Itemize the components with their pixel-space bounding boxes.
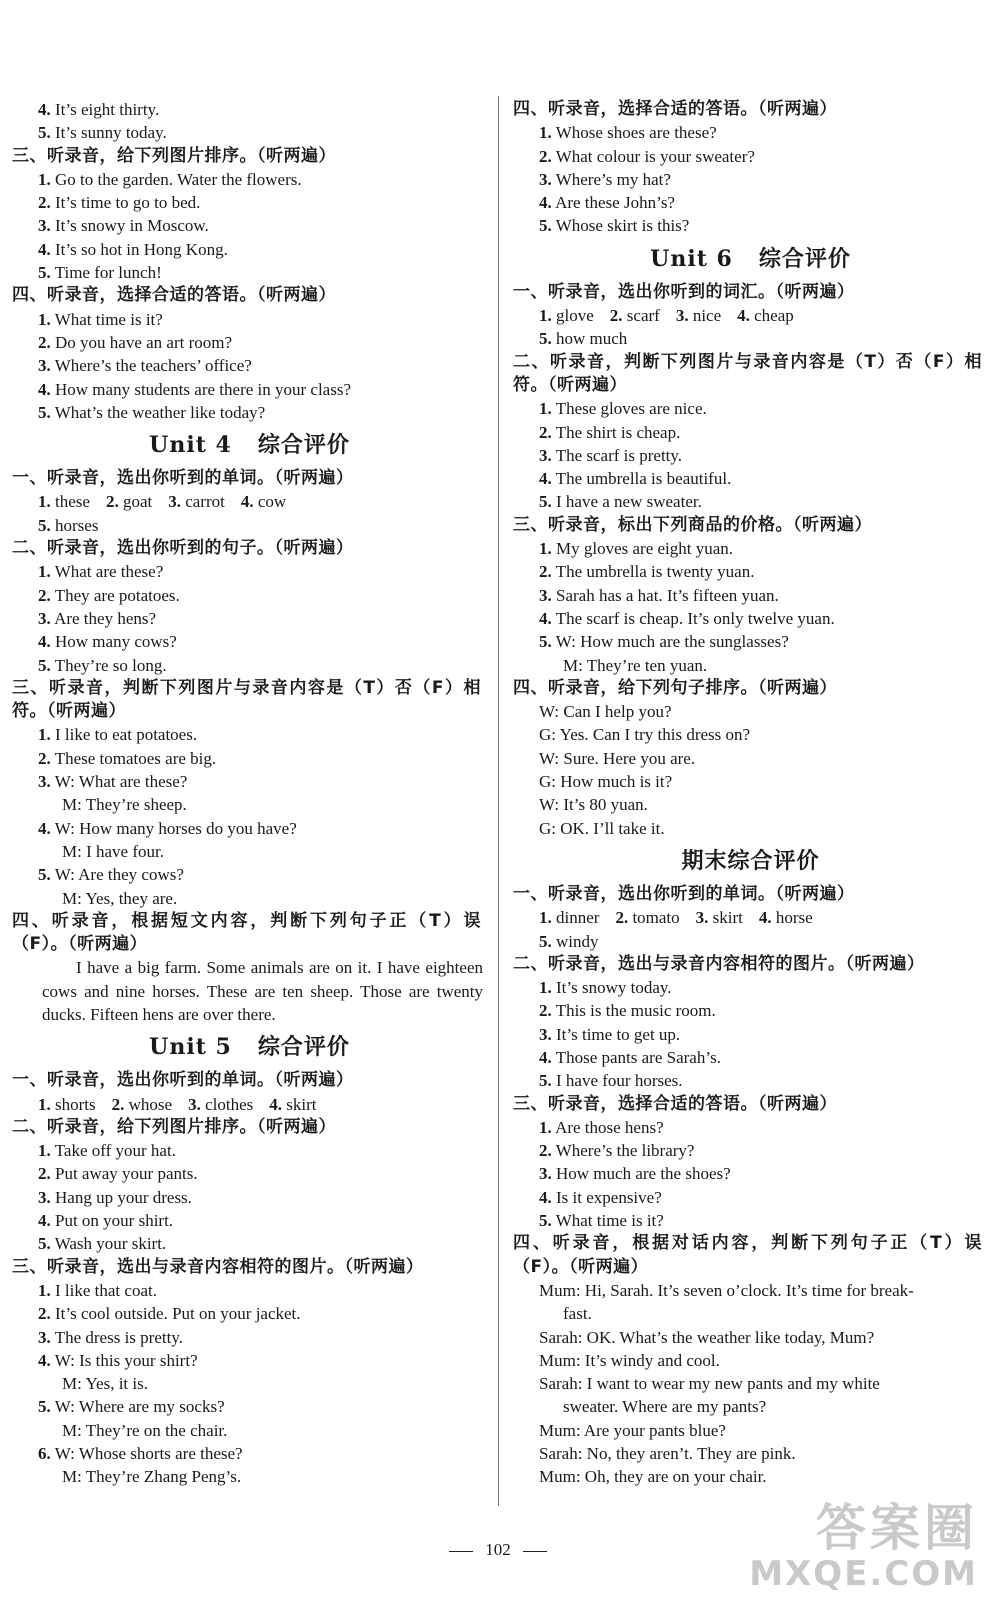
option-text: tomato xyxy=(632,908,680,928)
list-item xyxy=(513,793,988,816)
item-number: 4. xyxy=(539,193,552,213)
item-text: Sarah: I want to wear my new pants and my white xyxy=(539,1374,880,1394)
list-item xyxy=(12,308,487,331)
item-text: These tomatoes are big. xyxy=(54,748,217,768)
item-text: The dress is pretty. xyxy=(54,1327,183,1347)
list-item xyxy=(513,976,988,999)
option-text: skirt xyxy=(286,1094,317,1114)
item-text: Wash your skirt. xyxy=(54,1234,167,1254)
section-heading: 四、听录音，选择合适的答语。（听两遍） xyxy=(513,99,837,119)
option-text: shorts xyxy=(55,1094,96,1114)
list-item xyxy=(12,191,487,214)
list-item xyxy=(513,421,988,444)
item-number: 3. xyxy=(539,1024,552,1044)
watermark-line2: MXQE.COM xyxy=(749,1554,978,1594)
option-text: cheap xyxy=(754,306,794,326)
list-item xyxy=(12,817,487,840)
list-item xyxy=(513,584,988,607)
section-heading: 三、听录音，选出与录音内容相符的图片。（听两遍） xyxy=(12,1256,424,1277)
item-text: It’s time to get up. xyxy=(556,1024,681,1044)
list-item xyxy=(513,1209,988,1232)
list-item xyxy=(513,607,988,630)
item-number: 1. xyxy=(539,123,552,143)
unit-subtitle: 综合评价 xyxy=(257,1034,350,1061)
item-text: Mum: It’s windy and cool. xyxy=(539,1350,720,1370)
list-item xyxy=(513,1023,988,1046)
list-item xyxy=(513,145,988,168)
option-number: 1. xyxy=(38,1094,51,1114)
list-item xyxy=(513,1372,988,1395)
item-number: 4. xyxy=(38,1350,51,1370)
item-text: Take off your hat. xyxy=(54,1141,176,1161)
section-heading: 二、听录音，选出你听到的句子。（听两遍） xyxy=(12,538,354,559)
item-text: It’s sunny today. xyxy=(55,123,167,143)
item-number: 3. xyxy=(539,169,552,189)
list-item xyxy=(12,863,487,886)
item-text: W: Are they cows? xyxy=(54,865,184,885)
list-item xyxy=(12,654,487,677)
item-number: 4. xyxy=(38,818,51,838)
item-number: 1. xyxy=(38,169,51,189)
item-number: 2. xyxy=(38,585,51,605)
item-number: 2. xyxy=(539,422,552,442)
list-item xyxy=(513,1419,988,1442)
list-item xyxy=(12,1232,487,1255)
item-text: My gloves are eight yuan. xyxy=(556,539,734,559)
watermark-line1: 答案圈 xyxy=(816,1499,978,1557)
item-text: It’s so hot in Hong Kong. xyxy=(55,239,228,259)
option-number: 4. xyxy=(269,1094,282,1114)
list-item xyxy=(513,930,988,953)
section-heading: 二、听录音，给下列图片排序。（听两遍） xyxy=(12,1116,336,1137)
item-number: 3. xyxy=(539,585,552,605)
list-item xyxy=(513,467,988,490)
item-number: 1. xyxy=(38,562,51,582)
item-number: 1. xyxy=(38,309,51,329)
item-number: 4. xyxy=(539,469,552,489)
item-text: Where’s the teachers’ office? xyxy=(54,356,252,376)
section-heading: 三、听录音，判断下列图片与录音内容是（T）否（F）相符。（听两遍） xyxy=(12,677,481,722)
list-item xyxy=(12,121,487,144)
list-item xyxy=(12,331,487,354)
item-number: 2. xyxy=(38,193,51,213)
list-item-continuation: M: They’re ten yuan. xyxy=(563,655,708,675)
item-number: 2. xyxy=(38,332,51,352)
item-text: How many students are there in your class? xyxy=(55,379,351,399)
list-item xyxy=(12,584,487,607)
list-item xyxy=(12,1209,487,1232)
section-heading: 三、听录音，选择合适的答语。（听两遍） xyxy=(513,1093,837,1114)
item-text: This is the music room. xyxy=(555,1001,716,1021)
option-text: dinner xyxy=(556,908,600,928)
item-number: 3. xyxy=(38,356,51,376)
section-heading: 一、听录音，选出你听到的单词。（听两遍） xyxy=(513,883,855,904)
list-item xyxy=(12,770,487,793)
item-text: Are they hens? xyxy=(54,608,157,628)
section-heading: 四、听录音，给下列句子排序。（听两遍） xyxy=(513,677,837,698)
item-text: What time is it? xyxy=(555,1211,664,1231)
list-item xyxy=(12,1279,487,1302)
unit-number: Unit 4 xyxy=(149,432,232,459)
option-number: 4. xyxy=(758,908,772,928)
section-heading: 三、听录音，标出下列商品的价格。（听两遍） xyxy=(513,514,872,535)
option-text: nice xyxy=(692,306,722,326)
list-item xyxy=(513,168,988,191)
item-text: horses xyxy=(55,515,99,535)
list-item xyxy=(12,378,487,401)
list-item xyxy=(513,700,988,723)
section-heading: 四、听录音，根据对话内容，判断下列句子正（T）误（F）。（听两遍） xyxy=(513,1233,982,1277)
item-text: What colour is your sweater? xyxy=(555,146,755,166)
unit-subtitle: 综合评价 xyxy=(257,432,350,459)
list-item xyxy=(513,1162,988,1185)
unit-subtitle: 综合评价 xyxy=(758,245,851,272)
item-number: 1. xyxy=(539,1117,552,1137)
section-heading: 三、听录音，给下列图片排序。（听两遍） xyxy=(12,145,336,166)
item-text: W: Sure. Here you are. xyxy=(539,748,696,768)
item-text: Go to the garden. Water the flowers. xyxy=(55,169,302,189)
item-number: 3. xyxy=(38,608,51,628)
item-text: G: How much is it? xyxy=(539,772,673,792)
list-item xyxy=(12,723,487,746)
item-number: 3. xyxy=(38,772,51,792)
list-item xyxy=(513,723,988,746)
item-text: Mum: Are your pants blue? xyxy=(539,1420,726,1440)
footer-dash-left xyxy=(449,1551,473,1552)
item-number: 1. xyxy=(38,725,51,745)
list-item xyxy=(513,1279,988,1302)
unit-title xyxy=(12,1026,487,1069)
item-number: 3. xyxy=(539,445,552,465)
list-item xyxy=(513,630,988,653)
item-text: How much are the shoes? xyxy=(556,1164,731,1184)
option-text: cow xyxy=(257,492,287,512)
option-number: 3. xyxy=(695,908,709,928)
list-item xyxy=(12,607,487,630)
option-text: horse xyxy=(775,908,813,928)
item-number: 4. xyxy=(38,1211,51,1231)
item-text: windy xyxy=(556,931,599,951)
word-options-row xyxy=(513,906,988,929)
item-text: What’s the weather like today? xyxy=(54,402,266,422)
list-item-continuation: M: They’re sheep. xyxy=(62,795,187,815)
item-number: 5. xyxy=(539,1211,552,1231)
word-options-row xyxy=(12,1093,487,1116)
list-item xyxy=(513,1139,988,1162)
item-text: I have four horses. xyxy=(556,1071,683,1091)
list-item xyxy=(12,1302,487,1325)
item-text: It’s cool outside. Put on your jacket. xyxy=(55,1304,301,1324)
item-number: 1. xyxy=(38,1280,51,1300)
list-item xyxy=(513,999,988,1022)
item-text: Sarah: No, they aren’t. They are pink. xyxy=(539,1444,796,1464)
list-item-continuation: M: Yes, it is. xyxy=(62,1374,148,1394)
item-number: 5. xyxy=(38,1234,51,1254)
list-item xyxy=(513,560,988,583)
item-number: 4. xyxy=(539,608,552,628)
item-number: 5. xyxy=(38,865,51,885)
item-text: I like that coat. xyxy=(55,1280,157,1300)
item-number: 4. xyxy=(38,239,51,259)
item-text: Sarah: OK. What’s the weather like today, Mum? xyxy=(539,1327,875,1347)
item-number: 4. xyxy=(38,379,51,399)
item-number: 5. xyxy=(539,329,552,349)
list-item xyxy=(513,1326,988,1349)
list-item xyxy=(513,1186,988,1209)
item-text: W: How many horses do you have? xyxy=(54,818,297,838)
option-text: whose xyxy=(128,1094,173,1114)
list-item xyxy=(513,1442,988,1465)
option-number: 1. xyxy=(539,306,552,326)
item-text: What time is it? xyxy=(54,309,163,329)
option-number: 3. xyxy=(675,306,689,326)
list-item xyxy=(12,1395,487,1418)
list-item xyxy=(12,401,487,424)
item-text: Whose shoes are these? xyxy=(555,123,717,143)
item-number: 4. xyxy=(539,1187,552,1207)
list-item-continuation: M: They’re Zhang Peng’s. xyxy=(62,1467,242,1487)
list-item xyxy=(12,261,487,284)
list-item-continuation: sweater. Where are my pants? xyxy=(563,1397,767,1417)
item-number: 2. xyxy=(539,1001,552,1021)
item-text: The scarf is cheap. It’s only twelve yuan. xyxy=(555,608,835,628)
item-text: The scarf is pretty. xyxy=(555,445,683,465)
list-item xyxy=(12,238,487,261)
list-item xyxy=(12,1326,487,1349)
item-text: Do you have an art room? xyxy=(55,332,233,352)
item-text: Mum: Oh, they are on your chair. xyxy=(539,1467,767,1487)
item-number: 2. xyxy=(38,748,51,768)
option-text: these xyxy=(55,492,90,512)
item-text: G: Yes. Can I try this dress on? xyxy=(539,725,751,745)
list-item xyxy=(513,444,988,467)
option-number: 3. xyxy=(188,1094,201,1114)
section-heading: 一、听录音，选出你听到的词汇。（听两遍） xyxy=(513,281,855,302)
list-item xyxy=(12,514,487,537)
item-text: I have a new sweater. xyxy=(556,492,702,512)
item-text: What are these? xyxy=(54,562,164,582)
list-item xyxy=(12,354,487,377)
item-text: Sarah has a hat. It’s fifteen yuan. xyxy=(556,585,779,605)
item-text: W: Whose shorts are these? xyxy=(54,1444,243,1464)
item-number: 5. xyxy=(38,1397,51,1417)
item-number: 5. xyxy=(38,263,51,283)
list-item xyxy=(12,1162,487,1185)
item-number: 2. xyxy=(38,1164,51,1184)
item-text: It’s eight thirty. xyxy=(55,100,160,119)
option-number: 2. xyxy=(105,492,119,512)
item-text: I like to eat potatoes. xyxy=(55,725,198,745)
item-number: 1. xyxy=(38,1141,51,1161)
item-text: Mum: Hi, Sarah. It’s seven o’clock. It’s time for break- xyxy=(539,1280,914,1300)
item-number: 5. xyxy=(539,1071,552,1091)
option-number: 4. xyxy=(240,492,254,512)
list-item xyxy=(513,191,988,214)
item-text: The umbrella is twenty yuan. xyxy=(555,562,755,582)
unit-title xyxy=(12,424,487,467)
item-number: 4. xyxy=(539,1047,552,1067)
section-heading: 一、听录音，选出你听到的单词。（听两遍） xyxy=(12,468,354,489)
item-text: how much xyxy=(556,329,628,349)
list-item xyxy=(513,121,988,144)
item-text: Where’s my hat? xyxy=(555,169,671,189)
item-number: 2. xyxy=(539,146,552,166)
watermark-logo xyxy=(749,1500,978,1592)
option-number: 4. xyxy=(737,306,750,326)
item-text: Where’s the library? xyxy=(555,1141,695,1161)
item-number: 3. xyxy=(38,216,51,236)
option-number: 1. xyxy=(38,492,51,512)
item-number: 5. xyxy=(539,216,552,236)
list-item xyxy=(513,214,988,237)
section-heading: 二、听录音，判断下列图片与录音内容是（T）否（F）相符。（听两遍） xyxy=(513,351,982,395)
item-text: Is it expensive? xyxy=(556,1187,662,1207)
section-heading: 一、听录音，选出你听到的单词。（听两遍） xyxy=(12,1070,354,1091)
item-text: Are these John’s? xyxy=(555,193,675,213)
right-column xyxy=(513,98,988,1489)
item-number: 5. xyxy=(539,492,552,512)
list-item-continuation: M: I have four. xyxy=(62,841,164,861)
list-item xyxy=(12,98,487,121)
unit-subtitle: 期末综合评价 xyxy=(681,847,820,874)
unit-number: Unit 5 xyxy=(149,1034,232,1061)
option-number: 3. xyxy=(168,492,181,512)
list-item xyxy=(513,1465,988,1488)
option-number: 2. xyxy=(615,908,629,928)
item-text: They’re so long. xyxy=(54,655,167,675)
item-number: 5. xyxy=(38,402,51,422)
footer-dash-right xyxy=(523,1551,547,1552)
item-number: 4. xyxy=(38,100,51,119)
item-text: It’s snowy today. xyxy=(556,978,672,998)
list-item-continuation: M: Yes, they are. xyxy=(62,888,178,908)
list-item xyxy=(513,327,988,350)
item-text: How many cows? xyxy=(55,632,177,652)
section-heading: 四、听录音，选择合适的答语。（听两遍） xyxy=(12,285,336,306)
unit-title xyxy=(513,238,988,281)
item-text: W: How much are the sunglasses? xyxy=(555,632,789,652)
option-text: carrot xyxy=(185,492,225,512)
option-text: clothes xyxy=(205,1094,254,1114)
passage-paragraph: I have a big farm. Some animals are on it. I have eighteen cows and nine horses. These are ten sheep. Those are twenty ducks. Fifteen hens are over there. xyxy=(42,958,483,1024)
list-item xyxy=(12,1139,487,1162)
item-text: The shirt is cheap. xyxy=(555,422,681,442)
item-text: Are those hens? xyxy=(555,1117,664,1137)
list-item xyxy=(513,537,988,560)
item-number: 1. xyxy=(539,399,552,419)
list-item xyxy=(513,770,988,793)
item-text: W: What are these? xyxy=(54,772,188,792)
item-text: Whose skirt is this? xyxy=(555,216,690,236)
item-number: 5. xyxy=(38,123,51,143)
item-text: W: It’s 80 yuan. xyxy=(539,795,648,815)
item-text: Time for lunch! xyxy=(54,263,162,283)
item-text: It’s time to go to bed. xyxy=(55,193,201,213)
list-item-continuation: fast. xyxy=(563,1304,592,1324)
list-item xyxy=(513,1046,988,1069)
unit-title xyxy=(513,840,988,883)
list-item-continuation: M: They’re on the chair. xyxy=(62,1420,228,1440)
item-text: Put away your pants. xyxy=(55,1164,198,1184)
option-text: goat xyxy=(122,492,153,512)
item-number: 3. xyxy=(38,1327,51,1347)
item-text: It’s snowy in Moscow. xyxy=(55,216,209,236)
item-text: G: OK. I’ll take it. xyxy=(539,818,665,838)
item-number: 2. xyxy=(38,1304,51,1324)
item-number: 3. xyxy=(38,1187,51,1207)
list-item xyxy=(513,817,988,840)
unit-number: Unit 6 xyxy=(650,245,733,272)
word-options-row xyxy=(12,490,487,513)
section-heading: 二、听录音，选出与录音内容相符的图片。（听两遍） xyxy=(513,953,925,974)
option-number: 2. xyxy=(111,1094,125,1114)
list-item xyxy=(12,560,487,583)
word-options-row xyxy=(513,304,988,327)
option-number: 1. xyxy=(539,908,552,928)
item-text: W: Where are my socks? xyxy=(54,1397,225,1417)
list-item xyxy=(513,1069,988,1092)
item-text: Those pants are Sarah’s. xyxy=(555,1047,721,1067)
column-divider xyxy=(498,96,499,1506)
option-text: skirt xyxy=(712,908,743,928)
list-item xyxy=(12,1186,487,1209)
list-item xyxy=(12,168,487,191)
item-number: 6. xyxy=(38,1444,51,1464)
section-heading: 四、听录音，根据短文内容，判断下列句子正（T）误（F）。（听两遍） xyxy=(12,910,481,955)
item-text: These gloves are nice. xyxy=(555,399,707,419)
item-text: W: Is this your shirt? xyxy=(54,1350,198,1370)
item-number: 3. xyxy=(539,1164,552,1184)
item-text: The umbrella is beautiful. xyxy=(555,469,732,489)
list-item xyxy=(12,1349,487,1372)
list-item xyxy=(12,1442,487,1465)
item-number: 2. xyxy=(539,562,552,582)
option-text: glove xyxy=(556,306,594,326)
item-text: They are potatoes. xyxy=(54,585,180,605)
item-text: W: Can I help you? xyxy=(539,702,672,722)
item-number: 1. xyxy=(539,539,552,559)
list-item xyxy=(513,490,988,513)
item-number: 5. xyxy=(38,655,51,675)
option-number: 2. xyxy=(609,306,623,326)
item-text: Hang up your dress. xyxy=(55,1187,192,1207)
list-item xyxy=(12,747,487,770)
list-item xyxy=(513,747,988,770)
item-text: Put on your shirt. xyxy=(55,1211,174,1231)
item-number: 5. xyxy=(38,515,51,535)
item-number: 4. xyxy=(38,632,51,652)
item-number: 2. xyxy=(539,1141,552,1161)
item-number: 1. xyxy=(539,978,552,998)
item-number: 5. xyxy=(539,931,552,951)
page-number: 102 xyxy=(485,1540,511,1559)
item-number: 5. xyxy=(539,632,552,652)
left-column xyxy=(12,98,487,1489)
list-item xyxy=(513,1116,988,1139)
list-item xyxy=(12,630,487,653)
list-item xyxy=(513,1349,988,1372)
list-item xyxy=(513,397,988,420)
option-text: scarf xyxy=(626,306,660,326)
list-item xyxy=(12,214,487,237)
